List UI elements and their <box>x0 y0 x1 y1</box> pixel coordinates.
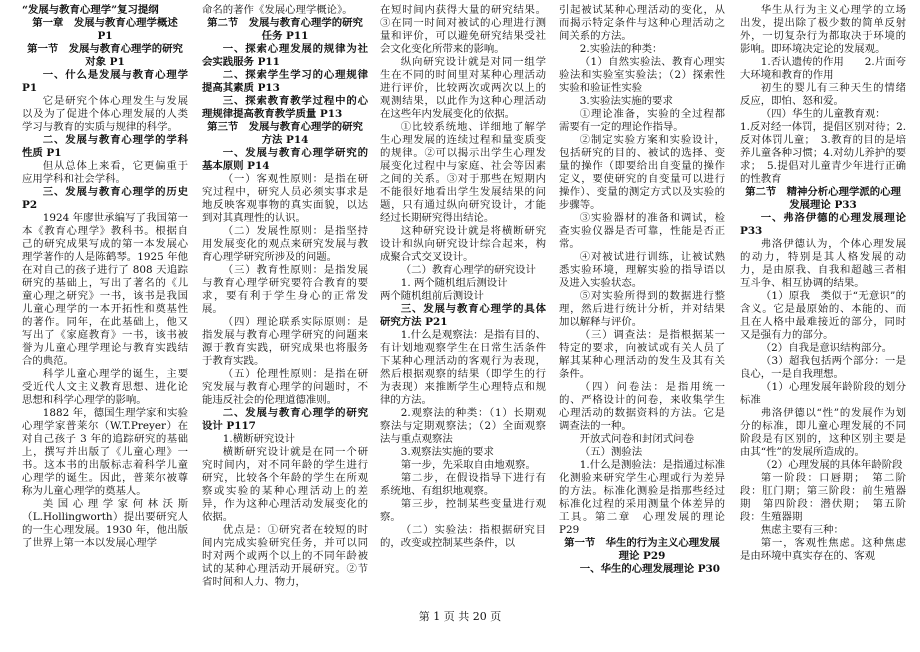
text-column-4 <box>559 4 725 604</box>
paragraph: 引起被试某种心理活动的变化，从而揭示特定条件与这种心理活动之间关系的方法。 <box>559 4 725 42</box>
paragraph: 二、探索学生学习的心理规律提高其素质 P13 <box>202 69 368 94</box>
text-column-5 <box>740 4 906 604</box>
paragraph: 命名的著作《发展心理学概论》。 <box>202 4 353 16</box>
paragraph: 焦虑主要有三种： <box>760 524 844 536</box>
paragraph: （三）调查法：是指根据某一特定的要求，向被试或有关人员了解其某种心理活动的发生及其有关条件。 <box>559 329 725 380</box>
paragraph: （1）自然实验法、教育心理实验法和实验室实验法；（2）探索性实验和验证性实验 <box>559 56 725 94</box>
paragraph: 开放式问卷和封闭式问卷 <box>579 433 695 445</box>
paragraph: 一、弗洛伊德的心理发展理论 P33 <box>740 212 906 237</box>
paragraph: 三、发展与教育心理学的历史 P2 <box>22 186 188 211</box>
paragraph: 第二节 精神分析心理学派的心理发展理论 P33 <box>745 186 901 211</box>
paragraph: 弗洛伊德以“性”的发展作为划分的标准，即儿童心理发展的不同阶段是有区别的，这种区别主要是由其“性”的发展所造成的。 <box>740 407 906 458</box>
paragraph: （四）华生的儿童教育观： <box>760 108 886 120</box>
document-page <box>22 4 906 604</box>
paragraph: 2.观察法的种类：（1）长期观察法与定期观察法；（2）全面观察法与重点观察法 <box>380 407 546 445</box>
paragraph: （四）问卷法：是指用统一的、严格设计的问卷，来收集学生心理活动的数据资料的方法。它是调查法的一种。 <box>559 381 725 432</box>
paragraph: （五）测验法 <box>579 446 643 458</box>
paragraph: 3.观察法实施的要求 <box>400 446 494 458</box>
paragraph: 一、华生的心理发展理论 P30 <box>579 563 720 575</box>
paragraph: 第一节 华生的行为主义心理发展理论 P29 <box>564 537 720 562</box>
paragraph: “发展与教育心理学”复习提纲 <box>22 4 159 16</box>
paragraph: （二）教育心理学的研究设计 <box>400 264 536 276</box>
paragraph: 1.什么是观察法：是指有目的、有计划地观察学生在日常生活条件下某种心理活动的客观行为表现，然后根据观察的结果（即学生的行为表现）来推断学生心理特点和规律的方法。 <box>380 329 546 406</box>
paragraph: （二）发展性原则：是指坚持用发展变化的观点来研究发展与教育心理学研究所涉及的问题。 <box>202 225 368 263</box>
paragraph: 第一阶段：口唇期； 第二阶段：肛门期；第三阶段：前生殖器期 第四阶段：潜伏期； 第五阶段：生殖器期 <box>740 472 906 523</box>
paragraph: 初生的婴儿有三种天生的情绪反应，即怕、怒和爱。 <box>740 82 906 107</box>
paragraph: 弗洛伊德认为，个体心理发展的动力，特别是其人格发展的动力，是由原我、自我和超越三者相互斗争、相互协调的结果。 <box>740 238 906 289</box>
paragraph: 1.否认遗传的作用 2.片面夸大环境和教育的作用 <box>740 56 906 81</box>
paragraph: 1.反对经一体罚，提倡区别对待；2.反对体罚儿童； 3.教育的目的是培养儿童各种习惯；4.对幼儿养护的要求； 5.提倡对儿童青少年进行正确的性教育 <box>740 121 906 185</box>
paragraph: 2.实验法的种类： <box>579 43 663 55</box>
paragraph: （1）原我 类似于“无意识”的含义。它是最原始的、本能的、而且在人格中最难接近的部分，同时又是强有力的部分。 <box>740 290 906 341</box>
paragraph: 但从总体上来看，它更偏重于应用学科和社会学科。 <box>22 160 188 185</box>
paragraph: 一、发展与教育心理学研究的基本原则 P14 <box>202 147 368 172</box>
paragraph: 二、发展与教育心理学的研究设计 P117 <box>202 407 368 432</box>
paragraph: （四）理论联系实际原则：是指发展与教育心理学研究的问题来源于教育实践，研究成果也将服务于教育实践。 <box>202 316 368 367</box>
paragraph: ②制定实验方案和实验设计，包括研究的目的、被试的选择、变量的操作（即要给出自变量的操作定义，要使研究的自变量可以进行操作）、变量的测定方式以及实验的步骤等。 <box>559 134 725 211</box>
paragraph: 在短时间内获得大量的研究结果。③在同一时间对被试的心理进行测量和评价，可以避免研究结果受社会文化变化所带来的影响。 <box>380 4 546 55</box>
paragraph: 科学儿童心理学的诞生，主要受近代人文主义教育思想、进化论思想和科学心理学的影响。 <box>22 368 188 406</box>
text-column-2 <box>202 4 368 604</box>
paragraph: 1.横断研究设计 <box>222 433 296 445</box>
paragraph: 第一节 发展与教育心理学的研究对象 P1 <box>27 43 183 68</box>
paragraph: （1）心理发展年龄阶段的划分标准 <box>740 381 906 406</box>
paragraph: （3）超我包括两个部分：一是良心，一是自我理想。 <box>740 355 906 380</box>
paragraph: ④对被试进行训练，让被试熟悉实验环境，理解实验的指导语以及进入实验状态。 <box>559 251 725 289</box>
page-footer: 第 1 页 共 20 页 <box>418 610 502 623</box>
paragraph: 两个随机组前后测设计 <box>380 290 484 302</box>
paragraph: 三、探索教育教学过程中的心理规律提高教育教学质量 P13 <box>202 95 368 120</box>
paragraph: 美国心理学家何林沃斯（L.Hollingworth）提出要研究人的一生心理发展。1930 年，他出版了世界上第一本以发展心理学 <box>22 498 188 549</box>
paragraph: 3.实验法实施的要求 <box>579 95 673 107</box>
text-column-3 <box>380 4 546 604</box>
paragraph: 1924 年廖世承编写了我国第一本《教育心理学》教科书。根据自己的研究成果写成的第一本发展心理学著作的人是陈鹤琴。1925 年他在对自己的孩子进行了 808 天追踪研究的基础上，写出了著名的《儿童心理之研究》一书，该书是我国儿童心理学的一本开拓性和奠基性的著作。同年，在此基础上，他又写出了《家庭教育》一书，该书被誉为儿童心理学理论与教育实践结合的典范。 <box>22 212 188 367</box>
paragraph: 第一，客观性焦虑。这种焦虑是由环境中真实存在的、客观 <box>740 537 906 562</box>
paragraph: （三）教育性原则：是指发展与教育心理学研究要符合教育的要求，要有利于学生身心的正常发展。 <box>202 264 368 315</box>
paragraph: 这种研究设计就是将横断研究设计和纵向研究设计综合起来，构成聚合式交叉设计。 <box>380 225 546 263</box>
paragraph: 纵向研究设计就是对同一组学生在不同的时间里对某种心理活动进行评价，比较两次或两次以上的观测结果，以此作为这种心理活动在这些年内发展变化的依据。 <box>380 56 546 120</box>
paragraph: ③实验器材的准备和调试，检查实验仪器是否可靠，性能是否正常。 <box>559 212 725 250</box>
paragraph: 一、什么是发展与教育心理学 P1 <box>22 69 188 94</box>
paragraph: （二）实验法：指根据研究目的，改变或控制某些条件，以 <box>380 524 546 549</box>
paragraph: 第一步，先采取自由地观察。 <box>400 459 536 471</box>
paragraph: 1.什么是测验法：是指通过标准化测验来研究学生心理或行为差异的方法。标准化测验是指那些经过标准化过程的采用测量个体差异的工具。第二章 心理发展的理论 P29 <box>559 459 725 536</box>
paragraph: （2）自我是意识结构部分。 <box>760 342 893 354</box>
paragraph: 1882 年，德国生理学家和实验心理学家普莱尔（W.T.Preyer）在对自己孩子 3 年的追踪研究的基础上，撰写并出版了《儿童心理》一书。这本书的出版标志着科学儿童心理学的诞生。因此，普莱尔被尊称为儿童心理学的奠基人。 <box>22 407 188 497</box>
paragraph: （五）伦理性原则：是指在研究发展与教育心理学的问题时，不能违反社会的伦理道德准则。 <box>202 368 368 406</box>
paragraph: 第一章 发展与教育心理学概述 P1 <box>32 17 220 42</box>
paragraph: 华生从行为主义心理学的立场出发，提出除了极少数的简单反射外，一切复杂行为都取决于环境的影响。即环境决定论的发展观。 <box>740 4 906 55</box>
paragraph: 横断研究设计就是在同一个研究时间内，对不同年龄的学生进行研究，比较各个年龄的学生在所观察或实验的某种心理活动上的差异，作为这种心理活动发展变化的依据。 <box>202 446 368 523</box>
paragraph: 二、发展与教育心理学的学科性质 P1 <box>22 134 188 159</box>
paragraph: ①比较系统地、详细地了解学生心理发展的连续过程和量变质变的规律。②可以揭示出学生心理发展变化过程中与家庭、社会等因素之间的关系。③对于那些在短期内不能很好地看出学生发展结果的问题，只有通过纵向研究设计，才能经过长期研究得出结论。 <box>380 121 546 224</box>
paragraph: 第三步，控制某些变量进行观察。 <box>380 498 546 523</box>
text-column-1 <box>22 4 220 604</box>
paragraph: 1. 两个随机组后测设计 <box>400 277 508 289</box>
paragraph: ⑤对实验所得到的数据进行整理，然后进行统计分析，并对结果加以解释与评价。 <box>559 290 725 328</box>
paragraph: 第三节 发展与教育心理学的研究方法 P14 <box>207 121 363 146</box>
paragraph: 三、发展与教育心理学的具体研究方法 P21 <box>380 303 546 328</box>
paragraph: 第二步，在假设指导下进行有系统地、有组织地观察。 <box>380 472 546 497</box>
paragraph: ①理论准备，实验的全过程都需要有一定的理论作指导。 <box>559 108 725 133</box>
paragraph: （2）心理发展的具体年龄阶段 <box>760 459 903 471</box>
paragraph: 第二节 发展与教育心理学的研究任务 P11 <box>207 17 363 42</box>
paragraph: （一）客观性原则：是指在研究过程中，研究人员必须实事求是地反映客观事物的真实面貌，以达到对其真理性的认识。 <box>202 173 368 224</box>
paragraph: 它是研究个体心理发生与发展以及为了促进个体心理发展的人类学习与教育的实质与规律的科学。 <box>22 95 188 133</box>
paragraph: 一、探索心理发展的规律为社会实践服务 P11 <box>202 43 368 68</box>
paragraph: 优点是：①研究者在较短的时间内完成实验研究任务，并可以同时对两个或两个以上的不同年龄被试的某种心理活动开展研究。②节省时间和人力、物力， <box>202 524 368 588</box>
